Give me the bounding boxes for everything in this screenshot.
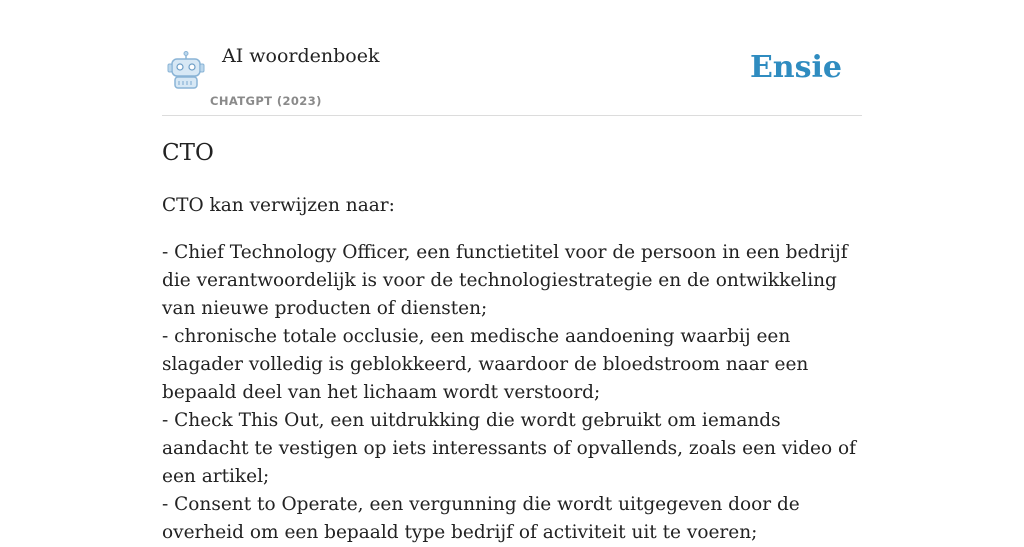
definition-item: - Check This Out, een uitdrukking die wordt gebruikt om iemands aandacht te vestigen op iets interessants of opvallends, zoals een video of een artikel; [162,410,856,487]
definition-item: - chronische totale occlusie, een medische aandoening waarbij een slagader volledig is geblokkeerd, waardoor de bloedstroom naar een bepaald deel van het lichaam wordt verstoord; [162,326,809,403]
definition-list [162,239,862,547]
entry-title: CTO [162,140,214,166]
robot-icon [166,50,206,90]
page-container [162,0,862,543]
definition-item: - Chief Technology Officer, een functietitel voor de persoon in een bedrijf die verantwoordelijk is voor de technologiestrategie en de ontwikkeling van nieuwe producten of diensten; [162,242,848,319]
ensie-logo-link[interactable]: Ensie [749,50,842,85]
source-label: CHATGPT (2023) [210,94,322,108]
dictionary-name[interactable]: AI woordenboek [222,45,380,67]
definition-intro: CTO kan verwijzen naar: [162,195,395,216]
entry-definition [162,192,862,547]
definition-item: - Consent to Operate, een vergunning die wordt uitgegeven door de overheid om een bepaald type bedrijf of activiteit uit te voeren; [162,494,800,543]
dictionary-header [162,0,862,116]
